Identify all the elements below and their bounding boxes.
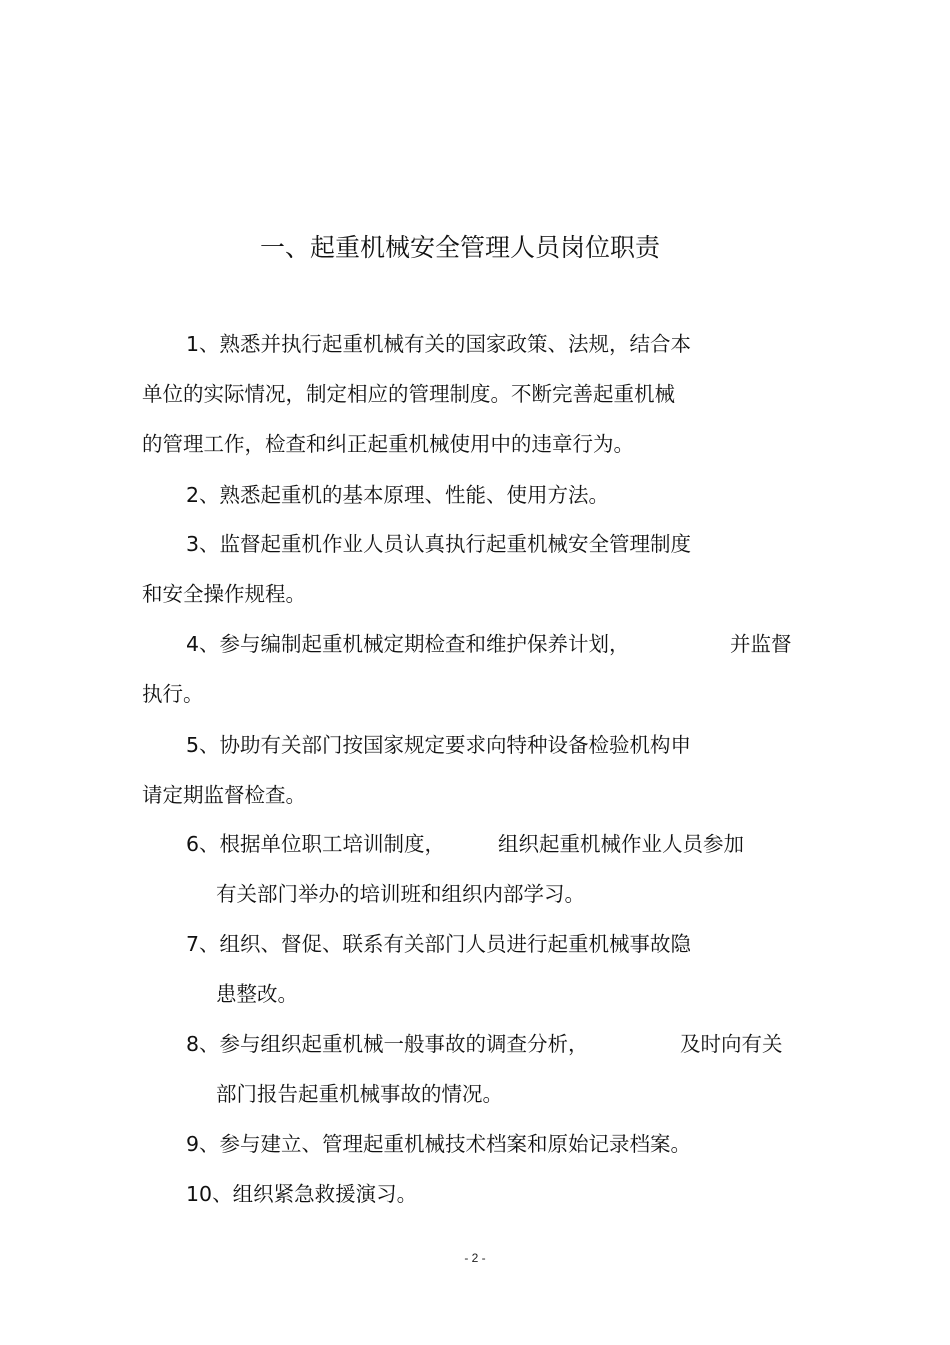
duty-item-8-line-1-part-1: 8、参与组织起重机械一般事故的调查分析， bbox=[186, 1032, 589, 1056]
duty-item-6-line-2: 有关部门举办的培训班和组织内部学习。 bbox=[216, 882, 585, 906]
duty-item-4-line-2: 执行。 bbox=[142, 682, 204, 706]
duty-item-1-line-3: 的管理工作，检查和纠正起重机械使用中的违章行为。 bbox=[142, 432, 634, 456]
duty-item-4-line-1-part-2: 并监督 bbox=[730, 632, 792, 656]
duty-item-1-line-2: 单位的实际情况，制定相应的管理制度。不断完善起重机械 bbox=[142, 382, 675, 406]
duty-item-8-line-2: 部门报告起重机械事故的情况。 bbox=[216, 1082, 503, 1106]
duty-item-6-line-1-part-2: 组织起重机械作业人员参加 bbox=[498, 832, 744, 856]
duty-item-5-line-1: 5、协助有关部门按国家规定要求向特种设备检验机构申 bbox=[186, 733, 692, 757]
duty-item-6-line-1-part-1: 6、根据单位职工培训制度， bbox=[186, 832, 446, 856]
document-title: 一、起重机械安全管理人员岗位职责 bbox=[259, 233, 660, 262]
duty-item-2-line-1: 2、熟悉起重机的基本原理、性能、使用方法。 bbox=[186, 483, 610, 507]
duty-item-8-line-1-part-2: 及时向有关 bbox=[680, 1032, 783, 1056]
duty-item-7-line-1: 7、组织、督促、联系有关部门人员进行起重机械事故隐 bbox=[186, 932, 692, 956]
duty-item-5-line-2: 请定期监督检查。 bbox=[142, 783, 306, 807]
duty-item-1-line-1: 1、熟悉并执行起重机械有关的国家政策、法规，结合本 bbox=[186, 332, 692, 356]
duty-item-7-line-2: 患整改。 bbox=[216, 982, 298, 1006]
duty-item-9-line-1: 9、参与建立、管理起重机械技术档案和原始记录档案。 bbox=[186, 1132, 692, 1156]
duty-item-3-line-1: 3、监督起重机作业人员认真执行起重机械安全管理制度 bbox=[186, 532, 692, 556]
duty-item-3-line-2: 和安全操作规程。 bbox=[142, 582, 306, 606]
duty-item-4-line-1-part-1: 4、参与编制起重机械定期检查和维护保养计划， bbox=[186, 632, 630, 656]
page-number: - 2 - bbox=[464, 1251, 486, 1265]
duty-item-10-line-1: 10、组织紧急救援演习。 bbox=[186, 1182, 418, 1206]
